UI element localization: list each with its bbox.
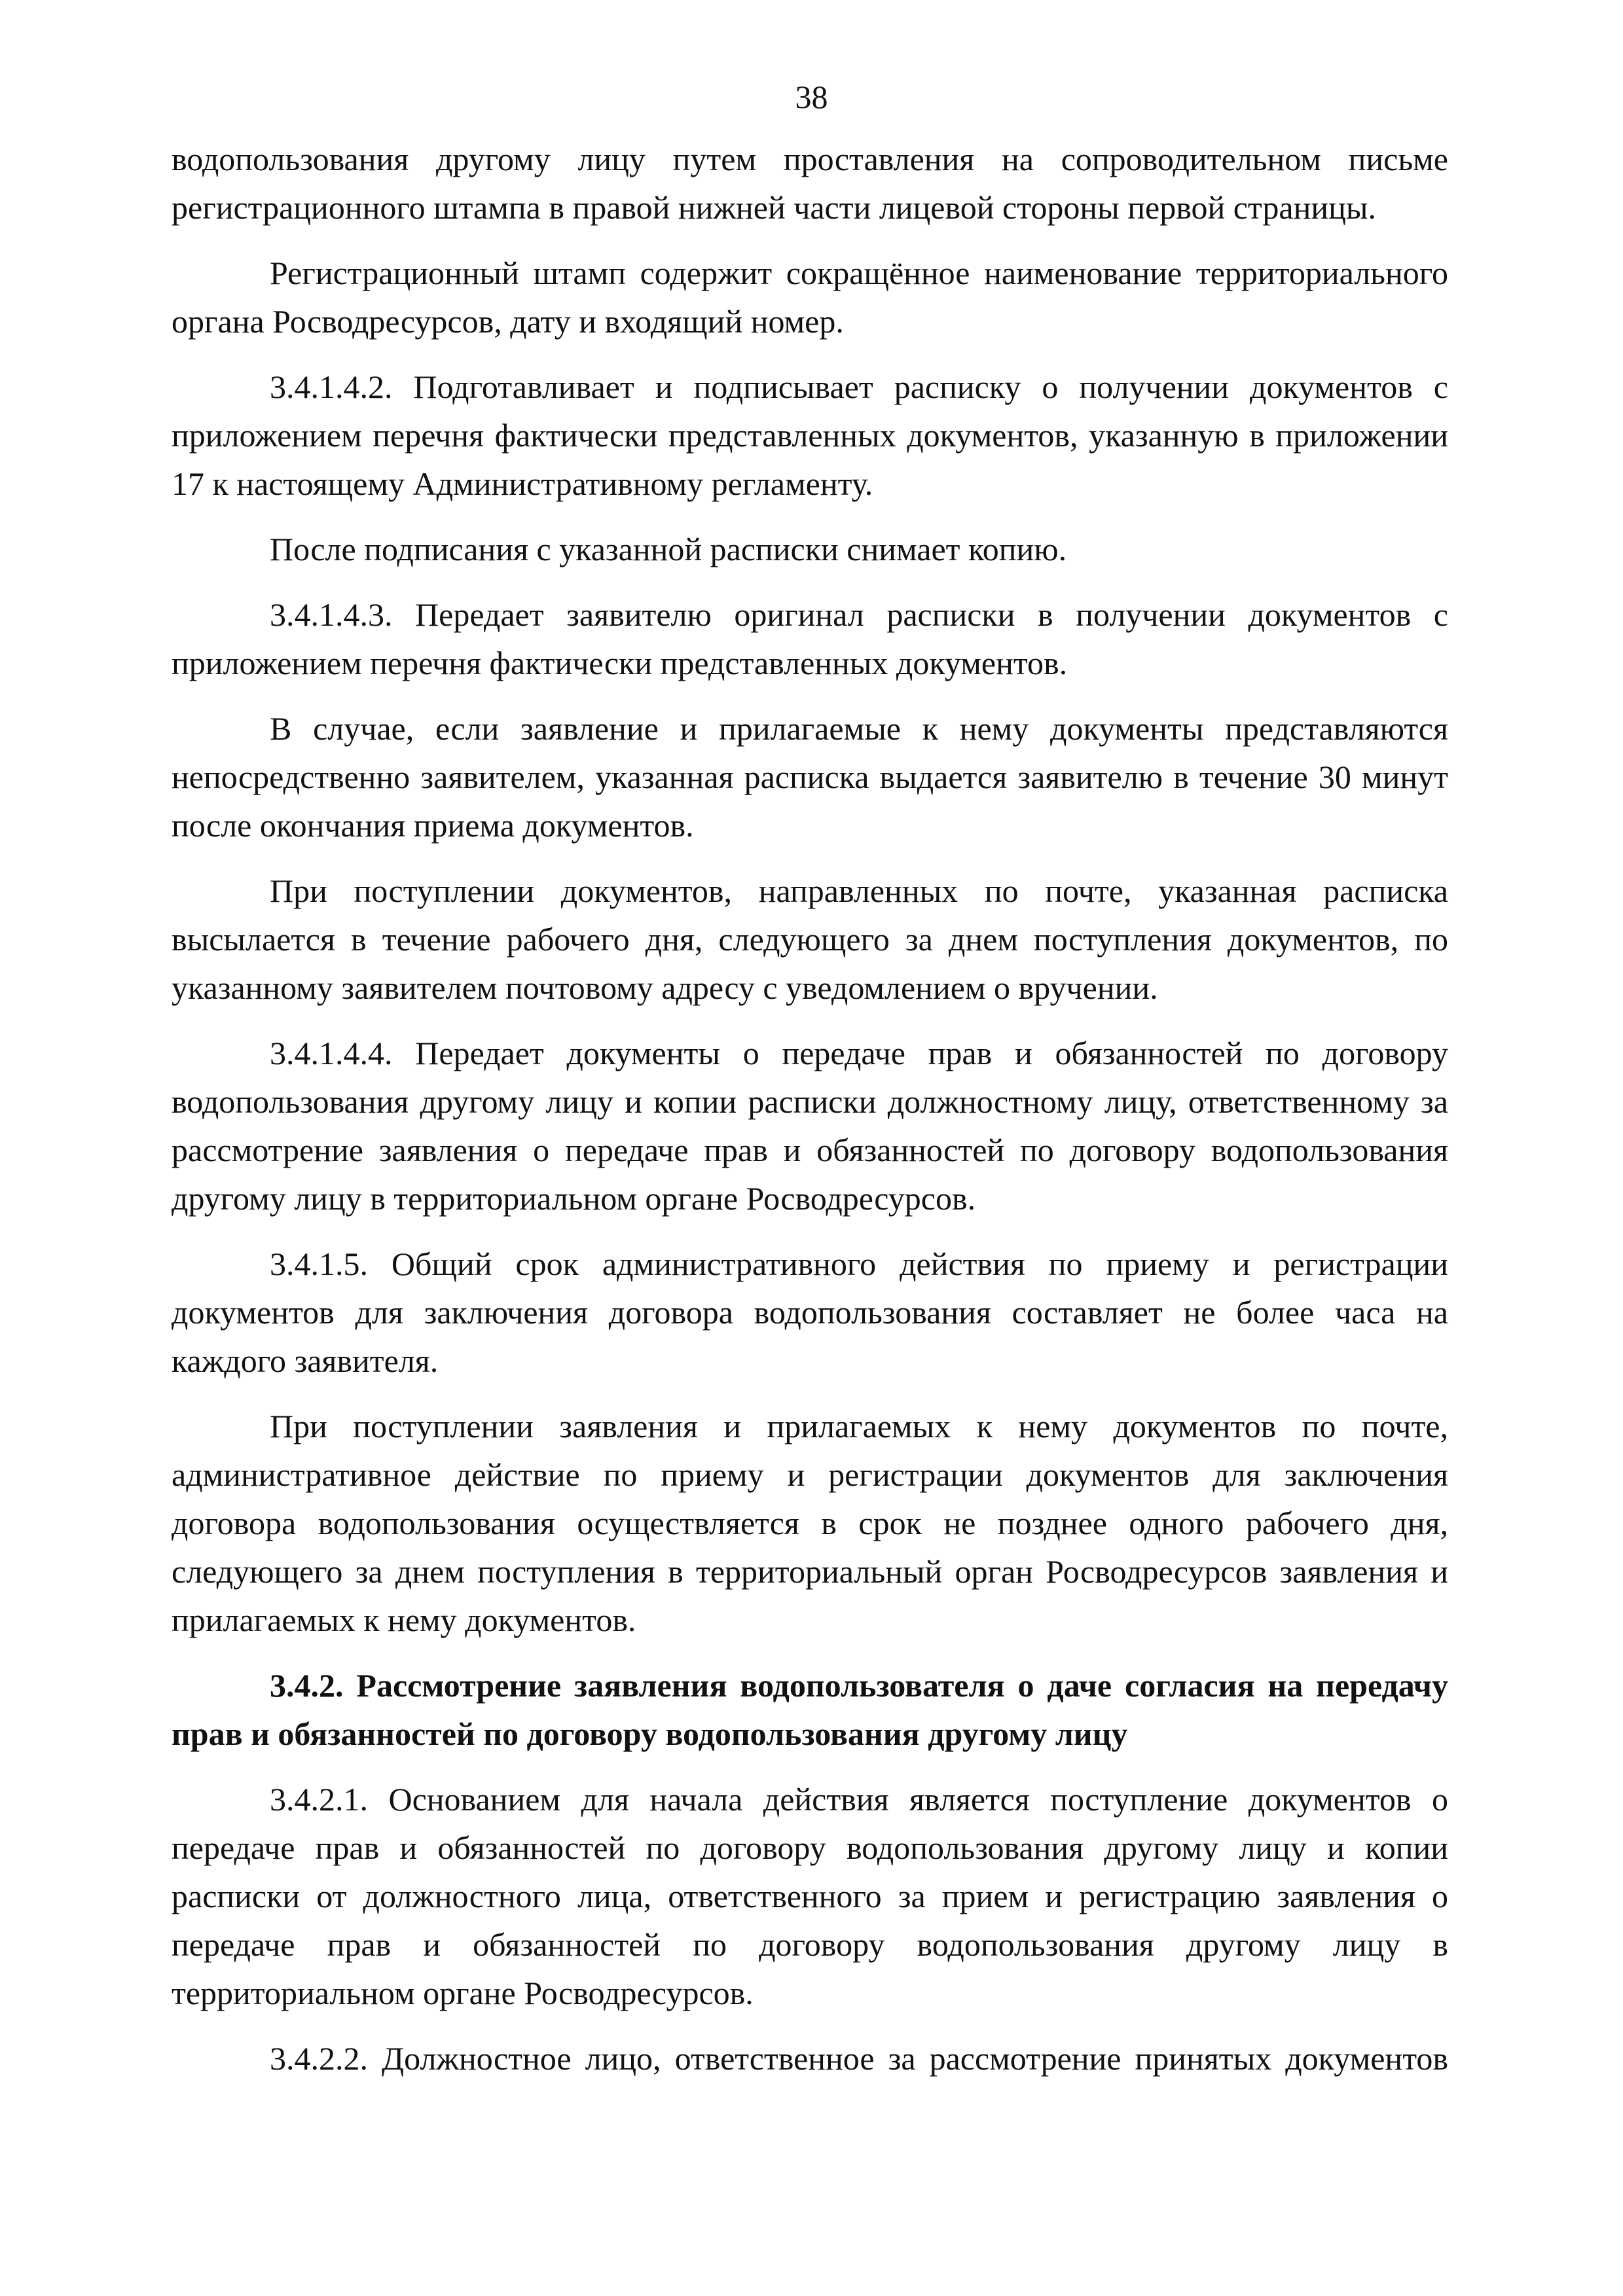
document-body (172, 135, 1448, 2083)
paragraph-3-4-1-4-4: 3.4.1.4.4. Передает документы о передаче прав и обязанностей по договору водопользования другому лицу и копии расписки должностному лицу, ответственному за рассмотрение заявления о передаче прав и обязанностей по договору водопользования другому лицу в территориальном органе Росводресурсов. (172, 1035, 1448, 1217)
paragraph-3-4-1-4-3: 3.4.1.4.3. Передает заявителю оригинал расписки в получении документов с приложением перечня фактически представленных документов. (172, 596, 1448, 681)
paragraph-personal-submission: В случае, если заявление и прилагаемые к нему документы представляются непосредственно заявителем, указанная расписка выдается заявителю в течение 30 минут после окончания приема документов. (172, 710, 1448, 844)
paragraph-3-4-2-1: 3.4.2.1. Основанием для начала действия является поступление документов о передаче прав и обязанностей по договору водопользования другому лицу и копии расписки от должностного лица, ответственного за прием и регистрацию заявления о передаче прав и обязанностей по договору водопользования другому лицу в территориальном органе Росводресурсов. (172, 1781, 1448, 2011)
paragraph-continuation: водопользования другому лицу путем проставления на сопроводительном письме регистрационного штампа в правой нижней части лицевой стороны первой страницы. (172, 141, 1448, 226)
paragraph-3-4-2-2: 3.4.2.2. Должностное лицо, ответственное за рассмотрение принятых документов (270, 2040, 1448, 2077)
section-heading-3-4-2: 3.4.2. Рассмотрение заявления водопользователя о даче согласия на передачу прав и обязанностей по договору водопользования другому лицу (172, 1667, 1448, 1752)
paragraph-postal-submission: При поступлении документов, направленных по почте, указанная расписка высылается в течение рабочего дня, следующего за днем поступления документов, по указанному заявителем почтовому адресу с уведомлением о вручении. (172, 872, 1448, 1006)
page-number: 38 (795, 79, 828, 115)
paragraph-stamp-contents: Регистрационный штамп содержит сокращённое наименование территориального органа Росводресурсов, дату и входящий номер. (172, 255, 1448, 340)
paragraph-3-4-1-4-2: 3.4.1.4.2. Подготавливает и подписывает расписку о получении документов с приложением перечня фактически представленных документов, указанную в приложении 17 к настоящему Административному регламенту. (172, 368, 1448, 502)
paragraph-3-4-1-5: 3.4.1.5. Общий срок административного действия по приему и регистрации документов для заключения договора водопользования составляет не более часа на каждого заявителя. (172, 1246, 1448, 1379)
paragraph-postal-deadline: При поступлении заявления и прилагаемых к нему документов по почте, административное действие по приему и регистрации документов для заключения договора водопользования осуществляется в срок не позднее одного рабочего дня, следующего за днем поступления в территориальный орган Росводресурсов заявления и прилагаемых к нему документов. (172, 1408, 1448, 1638)
paragraph-copy-receipt: После подписания с указанной расписки снимает копию. (270, 531, 1067, 567)
